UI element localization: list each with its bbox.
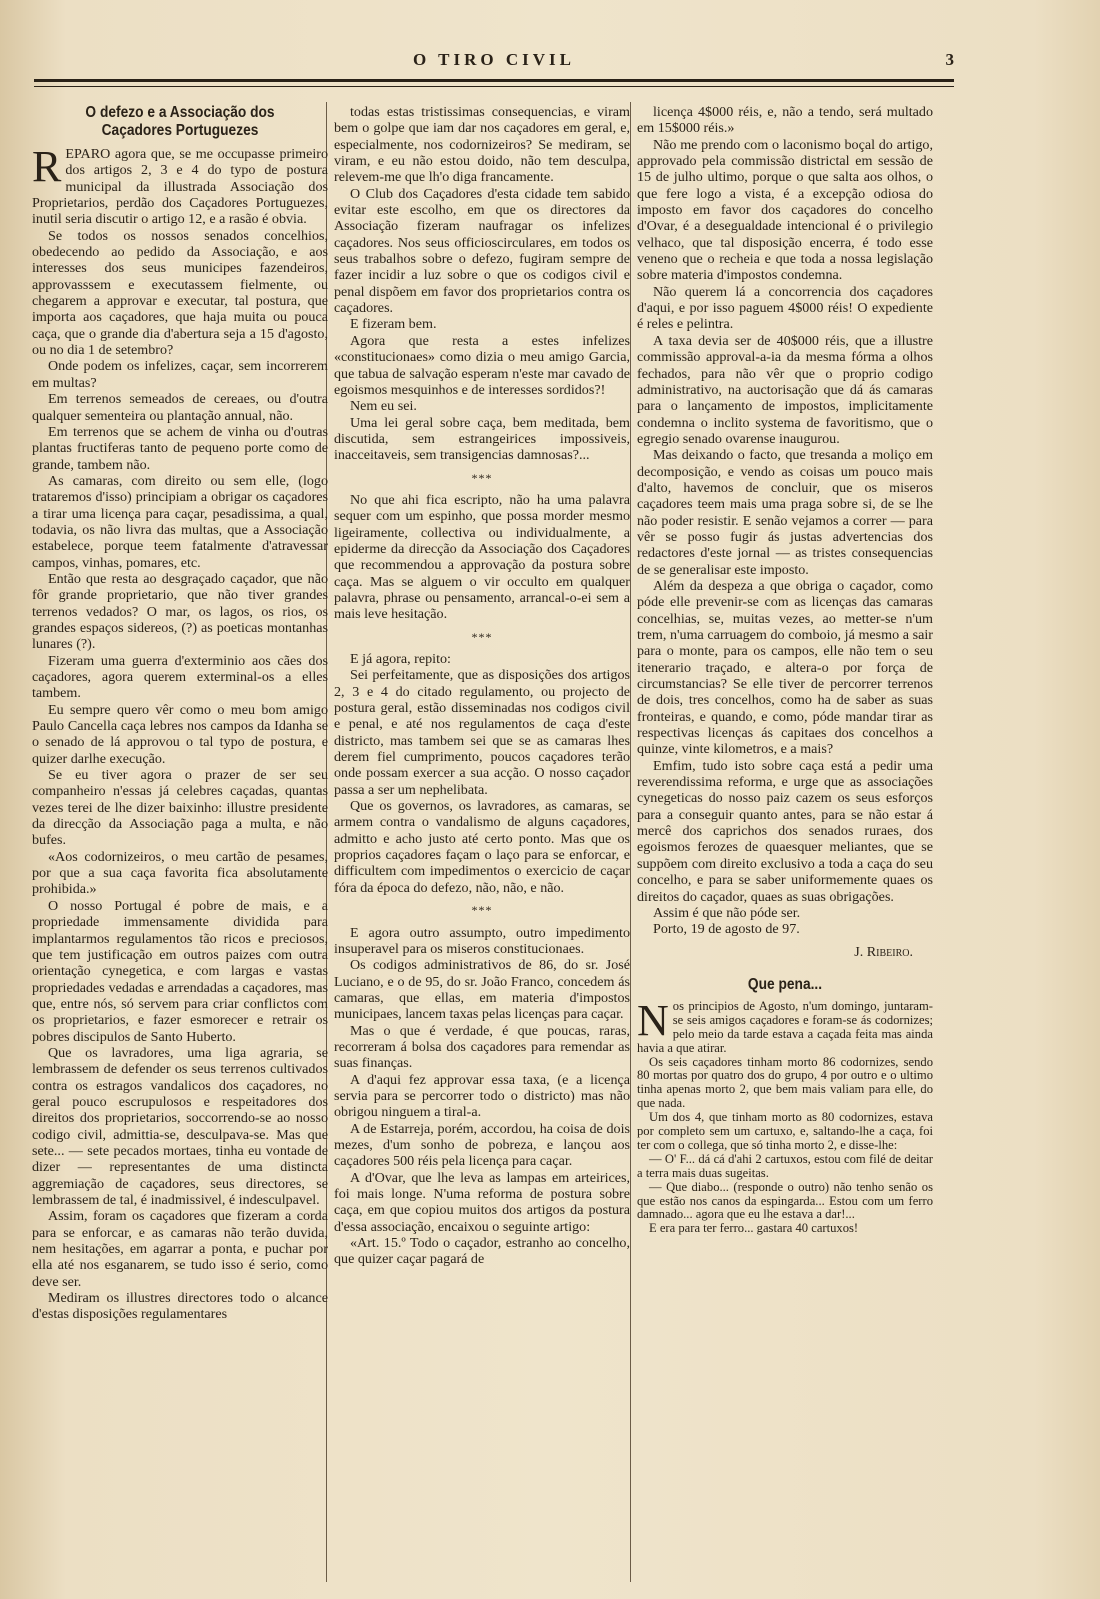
paragraph: os principios de Agosto, n'um domingo, juntaram-se seis amigos caçadores e foram-se ás codornizes; pelo meio da tarde estava a caçada feita mas ainda havia a que atirar. [637, 998, 933, 1055]
section-stars: *** [471, 629, 493, 644]
paragraph: Em terrenos semeados de cereaes, ou d'outra qualquer sementeira ou plantação annual, não. [32, 391, 328, 424]
paragraph: Então que resta ao desgraçado caçador, que não fôr grande proprietario, que não tiver grandes terrenos vedados? O mar, os lagos, os rios, os grandes espaços siderеos, (?) as poeticas montanhas lunares (?). [32, 570, 328, 653]
paragraph: Os codigos administrativos de 86, do sr. José Luciano, e o de 95, do sr. João Franco, concedem ás camaras, que ellas, em materia d'impostos municipaes, lancem taxas pelas licenças para caçar. [334, 957, 630, 1023]
paragraph: «Art. 15.º Todo o caçador, estranho ao concelho, que quizer caçar pagará de [334, 1235, 630, 1268]
paragraph: Eu sempre quero vêr como o meu bom amigo Paulo Cancella caça lebres nos campos da Idanha se o senado de lá approvou o tal typo de postura, e quizer darlhe execução. [32, 701, 328, 767]
section-stars: *** [471, 903, 493, 918]
paragraph: Agora que resta a estes infelizes «constitucionaes» como dizia o meu amigo Garcia, que tabua de salvação esperam n'este mar cavado de egoismos mesquinhos e de interesses sordidos?! [334, 332, 630, 398]
drop-cap: N [637, 995, 669, 1045]
paragraph: Mediram os illustres directores todo o alcance d'estas disposições regulamentares [32, 1290, 328, 1323]
article-body [32, 142, 328, 1323]
paragraph: «Aos codornizeiros, o meu cartão de pesames, por que a sua caça favorita fica absolutamente prohibida.» [32, 848, 328, 898]
header-rule-thick [34, 79, 954, 82]
column-divider [630, 102, 631, 1582]
paragraph: A de Estarreja, porém, accordou, ha coisa de dois mezes, d'um sonho de pobreza, e lançou aos caçadores 500 réis pela licença para caçar. [334, 1120, 630, 1170]
article-body [334, 104, 630, 464]
paragraph: Que os governos, os lavradores, as camaras, se armem contra o vandalismo de alguns caçadores, admitto e acho justo até certo ponto. Mas que os proprios caçadores façam o laço para se enforcar, e difficultem com impedimentos o exercicio de caçar fóra da época do defezo, não, não, e não. [334, 798, 630, 896]
page-header [34, 50, 954, 80]
paragraph: Onde podem os infelizes, caçar, sem incorrerem em multas? [32, 358, 328, 391]
paragraph: Uma lei geral sobre caça, bem meditada, bem discutida, sem estrangeirices impossiveis, inacceitaveis, sem transigencias damnosas?... [334, 414, 630, 464]
page-number: 3 [945, 50, 954, 69]
paragraph: todas estas tristissimas consequencias, e viram bem o golpe que iam dar nos caçadores em geral, e, especialmente, nos codornizeiros? Se mediram, se viram, e eu não estou doido, não tem desculpa, relevem-me que lh'o diga francamente. [334, 104, 630, 186]
header-rule-thin [34, 86, 954, 87]
paragraph: E fizeram bem. [350, 316, 437, 333]
paragraph: Fizeram uma guerra d'exterminio aos cães dos caçadores, agora querem exterminal-os a elles tambem. [32, 652, 328, 702]
paragraph: EPARO agora que, se me occupasse primeiro dos artigos 2, 3 e 4 do typo de postura municipal da illustrada Associação dos Proprietarios, perdão dos Caçadores Portuguezes, inutil seria discutir o artigo 12, e a rasão é obvia. [32, 146, 328, 228]
article-body [637, 995, 933, 1236]
paragraph: — Que diabo... (responde o outro) não tenho senão os que estão nos canos da espingarda... Estou com um ferro damnado... agora que eu lhe estava a dar!... [637, 1179, 933, 1222]
paragraph: Os seis caçadores tinham morto 86 codornizes, sendo 80 mortas por quatro dos do grupo, 4 por outro e o ultimo tinha apenas morto 2, que bem mais valiam para elle, do que nada. [637, 1054, 933, 1111]
paragraph: Um dos 4, que tinham morto as 80 codornizes, estava por completo sem um cartuxo, e, saltando-lhe a caça, foi ter com o collega, que só tinha morto 2, e disse-lhe: [637, 1110, 933, 1152]
paragraph: Sei perfeitamente, que as disposições dos artigos 2, 3 e 4 do citado regulamento, ou projecto de postura geral, estão disseminadas nos codigos civil e penal, e até nos regulamentos de caça d'este districto, mas tambem sei que se as camaras lhes derem fiel cumprimento, poucos caçadores terão onde possam exercer a sua acção. O nosso caçador passa a ser um nephelibata. [334, 667, 630, 798]
paragraph: Nem eu sei. [350, 398, 417, 415]
paragraph: Emfim, tudo isto sobre caça está a pedir uma reverendissima reforma, e urge que as associações cynegeticas do nosso paiz cazem os seus esforços para a conseguir quanto antes, para se não estar á mercê dos caprichos dos senados ruraes, dos egoismos ferozes de quaesquer meliantes, que se suppõem com direito exclusivo a toda a caça do seu concelho, e para se saber uniformemente quaes os direitos do caçador, quaes as suas obrigações. [637, 757, 933, 905]
paragraph: E agora outro assumpto, outro impedimento insuperavel para os miseros constitucionaes. [334, 924, 630, 957]
signature: J. Ribeiro. [854, 943, 913, 960]
paragraph: Assim, foram os caçadores que fizeram a corda para se enforcar, e as camaras não terão duvida, nem hesitações, em agarrar a ponta, e puchar por ella até nos esganarem, se tudo isso é serio, como deve ser. [32, 1208, 328, 1290]
paragraph: Que os lavradores, uma liga agraria, se lembrassem de defender os seus terrenos cultivados contra os estragos vandalicos dos caçadores, no geral pouco escrupulosos e respeitadores dos direitos dos proprietarios, soccorrendo-se ao nosso codigo civil, admittia-se, desculpava-se. Mas que sete... — sete pecados mortaes, tinha eu vontade de dizer — representantes de uma distincta aggremiação de caçadores, seus directores, se lembrassem de tal, é inadmissivel, é indesculpavel. [32, 1044, 328, 1208]
paragraph: E já agora, repito: [350, 651, 451, 667]
paragraph: As camaras, com direito ou sem elle, (logo trataremos d'isso) principiam a obrigar os caçadores a tirar uma licença para caçar, pesadissima, a qual, todavia, os não livra das multas, que a Associação estabelece, porque teem fatalmente d'atravessar campos, vinhas, pomares, etc. [32, 472, 328, 571]
paragraph: — O' F... dá cá d'ahi 2 cartuxos, estou com filé de deitar a terra mais duas sugeitas. [637, 1151, 933, 1180]
article-body [637, 104, 933, 921]
paragraph: A d'aqui fez approvar essa taxa, (e a licença servia para se percorrer todo o districto) mas não obrigou ninguem a tiral-a. [334, 1071, 630, 1121]
paragraph: Assim é que não póde ser. [653, 904, 801, 921]
article-body [334, 492, 630, 623]
section-stars: *** [471, 470, 493, 485]
article-title: Que pena... [747, 975, 823, 993]
column-1 [32, 104, 328, 1323]
article-body [334, 651, 630, 896]
column-2 [334, 104, 630, 1268]
paragraph: Mas o que é verdade, é que poucas, raras, recorreram á bolsa dos caçadores para remendar as suas finanças. [334, 1022, 630, 1072]
paragraph: licença 4$000 réis, e, não a tendo, será multado em 15$000 réis.» [637, 104, 933, 137]
paragraph: No que ahi fica escripto, não ha uma palavra sequer com um espinho, que possa morder mesmo ligeiramente, collectiva ou individualmente, a epiderme da direcção da Associação dos Caçadores que recommendou a approvação da postura sobre caça. Mas se alguem o vir occulto em qualquer palavra, phrase ou pensamento, arrancal-o-ei sem a mais leve hesitação. [334, 491, 630, 623]
paragraph: O nosso Portugal é pobre de mais, e a propriedade immensamente dividida para implantarmos regulamentos tão ricos e preciosos, que tem justificação em outros paizes com outra orientação cynegetica, e com largas e vastas propriedades vedadas e arrendadas a caçadores, mas que, entre nós, só servem para criar conflictos com os proprietarios, e fazer esmorecer e retrair os pobres discipulos de Santo Huberto. [32, 897, 328, 1045]
column-3 [637, 104, 933, 1236]
paragraph: E era para ter ferro... gastara 40 cartuxos! [649, 1221, 859, 1236]
paragraph: A taxa devia ser de 40$000 réis, que a illustre commissão approval-a-ia da mesma fórma a olhos fechados, para não vêr que o proprio codigo administrativo, na auctorisação que dá ás camaras para o lançamento de impostos, implicitamente condemna o inclito systema de favoritismo, que o egregio senado ovarense inaugurou. [637, 332, 933, 447]
newspaper-title: O TIRO CIVIL [413, 50, 575, 69]
dateline: Porto, 19 de agosto de 97. [653, 921, 800, 938]
paragraph: Não querem lá a concorrencia dos caçadores d'aqui, e por isso paguem 4$000 réis! O expediente é reles e pelintra. [637, 283, 933, 333]
paragraph: Em terrenos que se achem de vinha ou d'outras plantas fructiferas tanto de pequeno porte como de grande, tambem não. [32, 423, 328, 473]
paragraph: Mas deixando o facto, que tresanda a moliço em decomposição, e vendo as coisas um pouco mais d'alto, havemos de concluir, que os miseros caçadores teem mais uma praga sobre si, de se lhe não poder resistir. E senão vejamos a correr — para vêr se posso fugir ás justas advertencias dos redactores d'este jornal — as tristes consequencias de se generalisar este imposto. [637, 447, 933, 578]
paragraph: O Club dos Caçadores d'esta cidade tem sabido evitar este escolho, em que os directores da Associação fizeram naufragar os infelizes caçadores. Nos seus officioscirculares, em todos os seus trabalhos sobre o defezo, fugiram sempre de fazer incidir a luz sobre o que os codigos civil e penal dispõem em favor dos proprietarios contra os caçadores. [334, 185, 630, 317]
paragraph: Além da despeza a que obriga o caçador, como póde elle prevenir-se com as licenças das camaras concelhias, se, muitas vezes, ao metter-se n'um trem, n'uma carruagem do comboio, já mesmo a sair para o monte, para os campos, elle não tem o seu itenerario traçado, e altera-o por força de circumstancias? Se elle tiver de percorrer terrenos de dois, tres concelhos, como ha de saber as suas fronteiras, e quando, e como, póde mandar tirar as respectivas licenças ás capitaes dos concelhos a quinze, vinte kilometros, e a mais? [637, 577, 933, 758]
article-title: O defezo e a Associação dos Caçadores Portuguezes [85, 104, 275, 139]
paragraph: Se eu tiver agora o prazer de ser seu companheiro n'essas já celebres caçadas, quantas vezes terei de lhe dizer baixinho: illustre presidente da direcção da Associação paga a multa, e não bufes. [32, 767, 328, 849]
paragraph: A d'Ovar, que lhe leva as lampas em arteirices, foi mais longe. N'uma reforma de postura sobre caça, em que copiou muitos dos artigos da postura d'essa associação, encaixou o seguinte artigo: [334, 1169, 630, 1235]
drop-cap: R [32, 142, 62, 191]
article-body [334, 925, 630, 1268]
paragraph: Não me prendo com o laconismo boçal do artigo, approvado pela commissão districtal em sessão de 15 de julho ultimo, porque o que salta aos olhos, o que fere logo a vista, é a excepção odiosa do imposto em favor dos caçadores do concelho d'Ovar, é a desegualdade intencional é o privilegio velhaco, que tal disposição encerra, é todo esse veneno que o recheia e que toda a nossa legislação sobre materia d'impostos condemna. [637, 136, 933, 284]
paragraph: Se todos os nossos senados concelhios, obedecendo ao pedido da Associação, e aos interesses dos seus municipes fazendeiros, approvasssem e executassem fielmente, ou chegarem a approvar e executar, tal postura, que importa aos caçadores, que haja muita ou pouca caça, que o grande dia d'abertura seja a 15 d'agosto, ou no dia 1 de setembro? [32, 227, 328, 359]
